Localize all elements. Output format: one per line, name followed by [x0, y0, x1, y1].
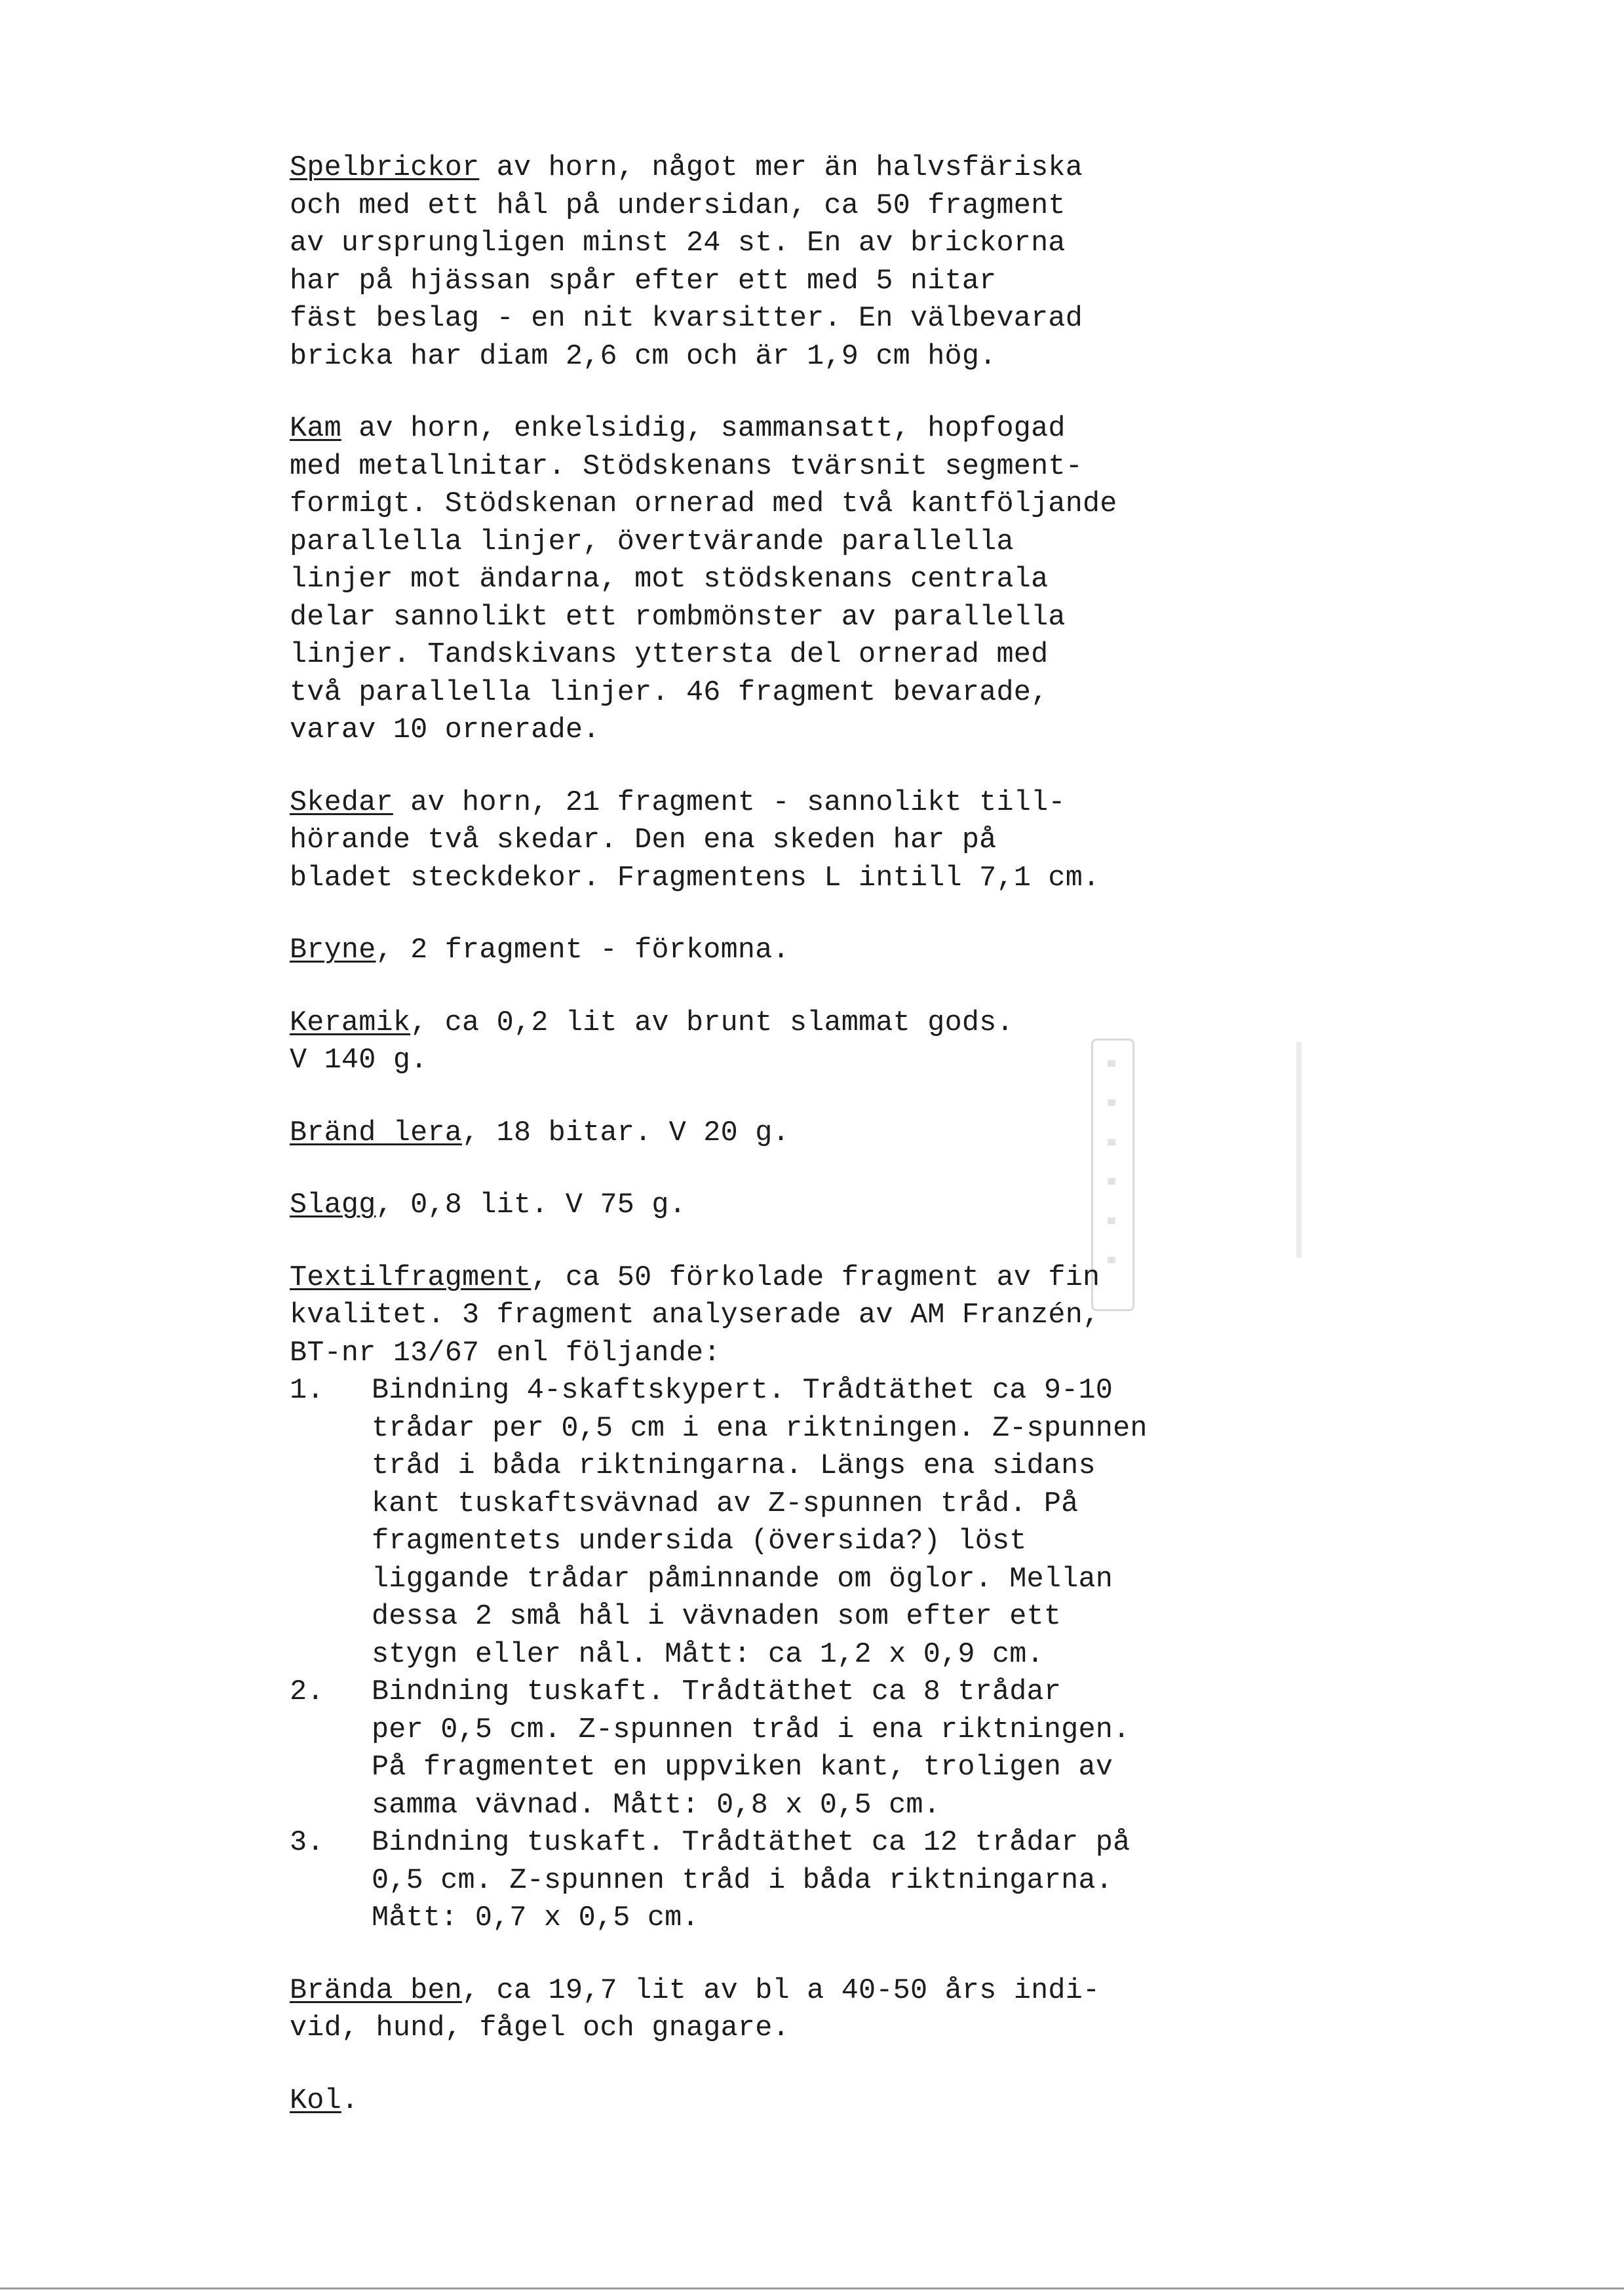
entry-skedar — [290, 784, 1299, 898]
entry-text: Kam av horn, enkelsidig, sammansatt, hopfogad med metallnitar. Stödskenans tvärsnit segment- formigt. Stödskenan ornerad med två kantföljande parallella linjer, övertvärande parallella linjer mot ändarna, mot stödskenans centrala delar sannolikt ett rombmönster av parallella linjer. Tandskivans yttersta del ornerad med två parallella linjer. 46 fragment bevarade, varav 10 ornerade. — [290, 413, 1117, 746]
entry-text: Bränd lera, 18 bitar. V 20 g. — [290, 1117, 790, 1149]
entry-spelbrickor — [290, 149, 1299, 375]
entry-text: Brända ben, ca 19,7 lit av bl a 40-50 års indi- vid, hund, fågel och gnagare. — [290, 1974, 1100, 2044]
document-body — [290, 149, 1299, 2154]
entry-heading: Brända ben — [290, 1974, 463, 2007]
entry-text: Textilfragment, ca 50 förkolade fragment av fin kvalitet. 3 fragment analyserade av AM Franzén, BT-nr 13/67 enl följande: — [290, 1261, 1100, 1369]
entry-brand-lera — [290, 1115, 1299, 1153]
entry-keramik — [290, 1004, 1299, 1080]
entry-heading: Spelbrickor — [290, 152, 480, 184]
numbered-item — [290, 1674, 1299, 1824]
entry-text: Slagg, 0,8 lit. V 75 g. — [290, 1189, 687, 1221]
entry-kam — [290, 410, 1299, 750]
item-number: 2. — [290, 1676, 324, 1708]
entry-heading: Bränd lera — [290, 1117, 463, 1149]
entry-text: Skedar av horn, 21 fragment - sannolikt till- hörande två skedar. Den ena skeden har på bladet steckdekor. Fragmentens L intill 7,1 cm. — [290, 786, 1100, 894]
entry-heading: Skedar — [290, 786, 393, 819]
entry-text: Bryne, 2 fragment - förkomna. — [290, 934, 790, 966]
page-bottom-edge — [0, 2287, 1624, 2289]
entry-heading: Kol — [290, 2084, 341, 2117]
item-number: 3. — [290, 1827, 324, 1859]
item-text: Bindning 4-skaftskypert. Trådtäthet ca 9-10 trådar per 0,5 cm i ena riktningen. Z-spunnen tråd i båda riktningarna. Längs ena sidans kant tuskaftsvävnad av Z-spunnen tråd. På fragmentets undersida (översida?) löst liggande trådar påminnande om öglor. Mellan dessa 2 små hål i vävnaden som efter ett stygn eller nål. Mått: ca 1,2 x 0,9 cm. — [372, 1375, 1148, 1671]
numbered-item — [290, 1372, 1299, 1674]
item-text: Bindning tuskaft. Trådtäthet ca 8 trådar per 0,5 cm. Z-spunnen tråd i ena riktningen. På fragmentet en uppviken kant, troligen av samma vävnad. Mått: 0,8 x 0,5 cm. — [372, 1676, 1131, 1822]
entry-heading: Textilfragment — [290, 1261, 532, 1294]
entry-text: Kol. — [290, 2084, 359, 2117]
entry-heading: Kam — [290, 413, 341, 445]
entry-heading: Slagg — [290, 1189, 376, 1221]
entry-slagg — [290, 1187, 1299, 1225]
entry-text: Keramik, ca 0,2 lit av brunt slammat gods. V 140 g. — [290, 1006, 1014, 1077]
entry-heading: Bryne — [290, 934, 376, 966]
item-text: Bindning tuskaft. Trådtäthet ca 12 trådar på 0,5 cm. Z-spunnen tråd i båda riktningarna. Mått: 0,7 x 0,5 cm. — [372, 1827, 1131, 1934]
entry-bryne — [290, 932, 1299, 970]
entry-kol — [290, 2082, 1299, 2120]
numbered-item — [290, 1824, 1299, 1938]
entry-text: Spelbrickor av horn, något mer än halvsfäriska och med ett hål på undersidan, ca 50 fragment av ursprungligen minst 24 st. En av brickorna har på hjässan spår efter ett med 5 nitar fäst beslag - en nit kvarsitter. En välbevarad bricka har diam 2,6 cm och är 1,9 cm hög. — [290, 152, 1083, 373]
entry-branda-ben — [290, 1972, 1299, 2048]
entry-textilfragment — [290, 1259, 1299, 1938]
entry-heading: Keramik — [290, 1006, 411, 1039]
item-number: 1. — [290, 1375, 324, 1407]
